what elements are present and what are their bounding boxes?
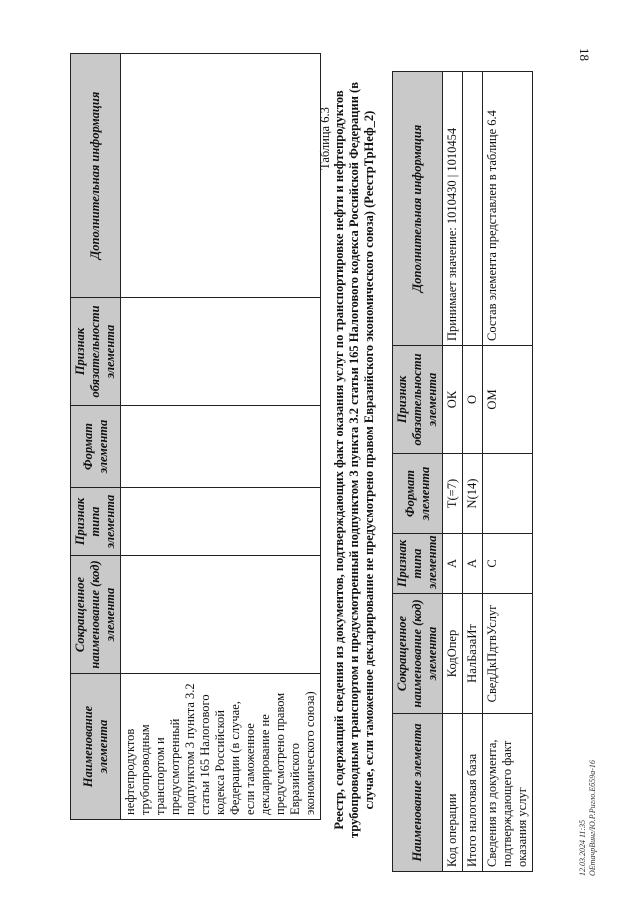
table-cell: А (443, 534, 463, 594)
header-cell: Наименование элемента (393, 714, 443, 872)
header-cell: Признак обязательности элемента (71, 298, 121, 406)
header-cell: Дополнительная информация (71, 54, 121, 298)
header-cell: Сокращенное наименование (код) элемента (71, 556, 121, 674)
header-cell: Признак типа элемента (393, 534, 443, 594)
table-cell (121, 556, 321, 674)
table-main-wrapper (392, 71, 533, 872)
table-cell: КодОпер (443, 594, 463, 714)
table-label: Таблица 6.3 (318, 107, 332, 170)
table-cell: Принимает значение: 1010430 | 1010454 (443, 72, 463, 346)
footer-stamp (578, 760, 598, 876)
table-cell: ОМ (483, 346, 533, 454)
table-cell: Сведения из документа, подтверждающего факт оказания услуг (483, 714, 533, 872)
table-cell (483, 454, 533, 534)
header-cell: Наименование элемента (71, 674, 121, 820)
header-cell: Сокращенное наименование (код) элемента (393, 594, 443, 714)
table-cell: А (463, 534, 483, 594)
table-cell: Итого налоговая база (463, 714, 483, 872)
table-previous (70, 53, 321, 820)
table-cell: N(14) (463, 454, 483, 534)
header-cell: Дополнительная информация (393, 72, 443, 346)
table-cell: С (483, 534, 533, 594)
footer-code: ОЕтачрВинг/Ю.Р.Ригло.Еб59а-16 (588, 760, 597, 876)
header-cell: Признак типа элемента (71, 488, 121, 556)
header-cell: Формат элемента (71, 406, 121, 488)
table-header-row (71, 54, 121, 820)
table-row (483, 72, 533, 872)
footer-date: 12.03.2024 11:35 (578, 819, 587, 876)
table-cell: О (463, 346, 483, 454)
table-cell (121, 298, 321, 406)
table-header-row (393, 72, 443, 872)
table-cell (121, 406, 321, 488)
table-cell: СведДкПдтвУслуг (483, 594, 533, 714)
header-cell: Признак обязательности элемента (393, 346, 443, 454)
table-prev-wrapper (70, 53, 321, 820)
table-cell: Код операции (443, 714, 463, 872)
table-cell (463, 72, 483, 346)
table-row (121, 54, 321, 820)
table-main (392, 71, 533, 872)
table-cell: НалБазаИт (463, 594, 483, 714)
page-number: 18 (577, 48, 592, 61)
table-cell: ОК (443, 346, 463, 454)
table-cell: Состав элемента представлен в таблице 6.4 (483, 72, 533, 346)
table-cell (121, 54, 321, 298)
header-cell: Формат элемента (393, 454, 443, 534)
table-cell: T(=7) (443, 454, 463, 534)
table-row (463, 72, 483, 872)
table-row (443, 72, 463, 872)
table-cell: нефтепродуктов трубопроводным транспортом и предусмотренный подпунктом 3 пункта 3.2 статьи 165 Налогового кодекса Российской Федерации (в случае, если таможенное декларирование не предусмотрено правом Евразийского экономического союза) (121, 674, 321, 820)
table-title: Реестр, содержащий сведения из документов, подтверждающих факт оказания услуг по транспортировке нефти и нефтепродуктов трубопроводным транспортом и предусмотренный подпунктом 3 пункта 3.2 статьи 165 Налогового кодекса Российской Федерации (в случае, если таможенное декларирование не предусмотрено правом Евразийского экономического союза) (РеестрТрНеф_2) (332, 82, 376, 838)
table-cell (121, 488, 321, 556)
